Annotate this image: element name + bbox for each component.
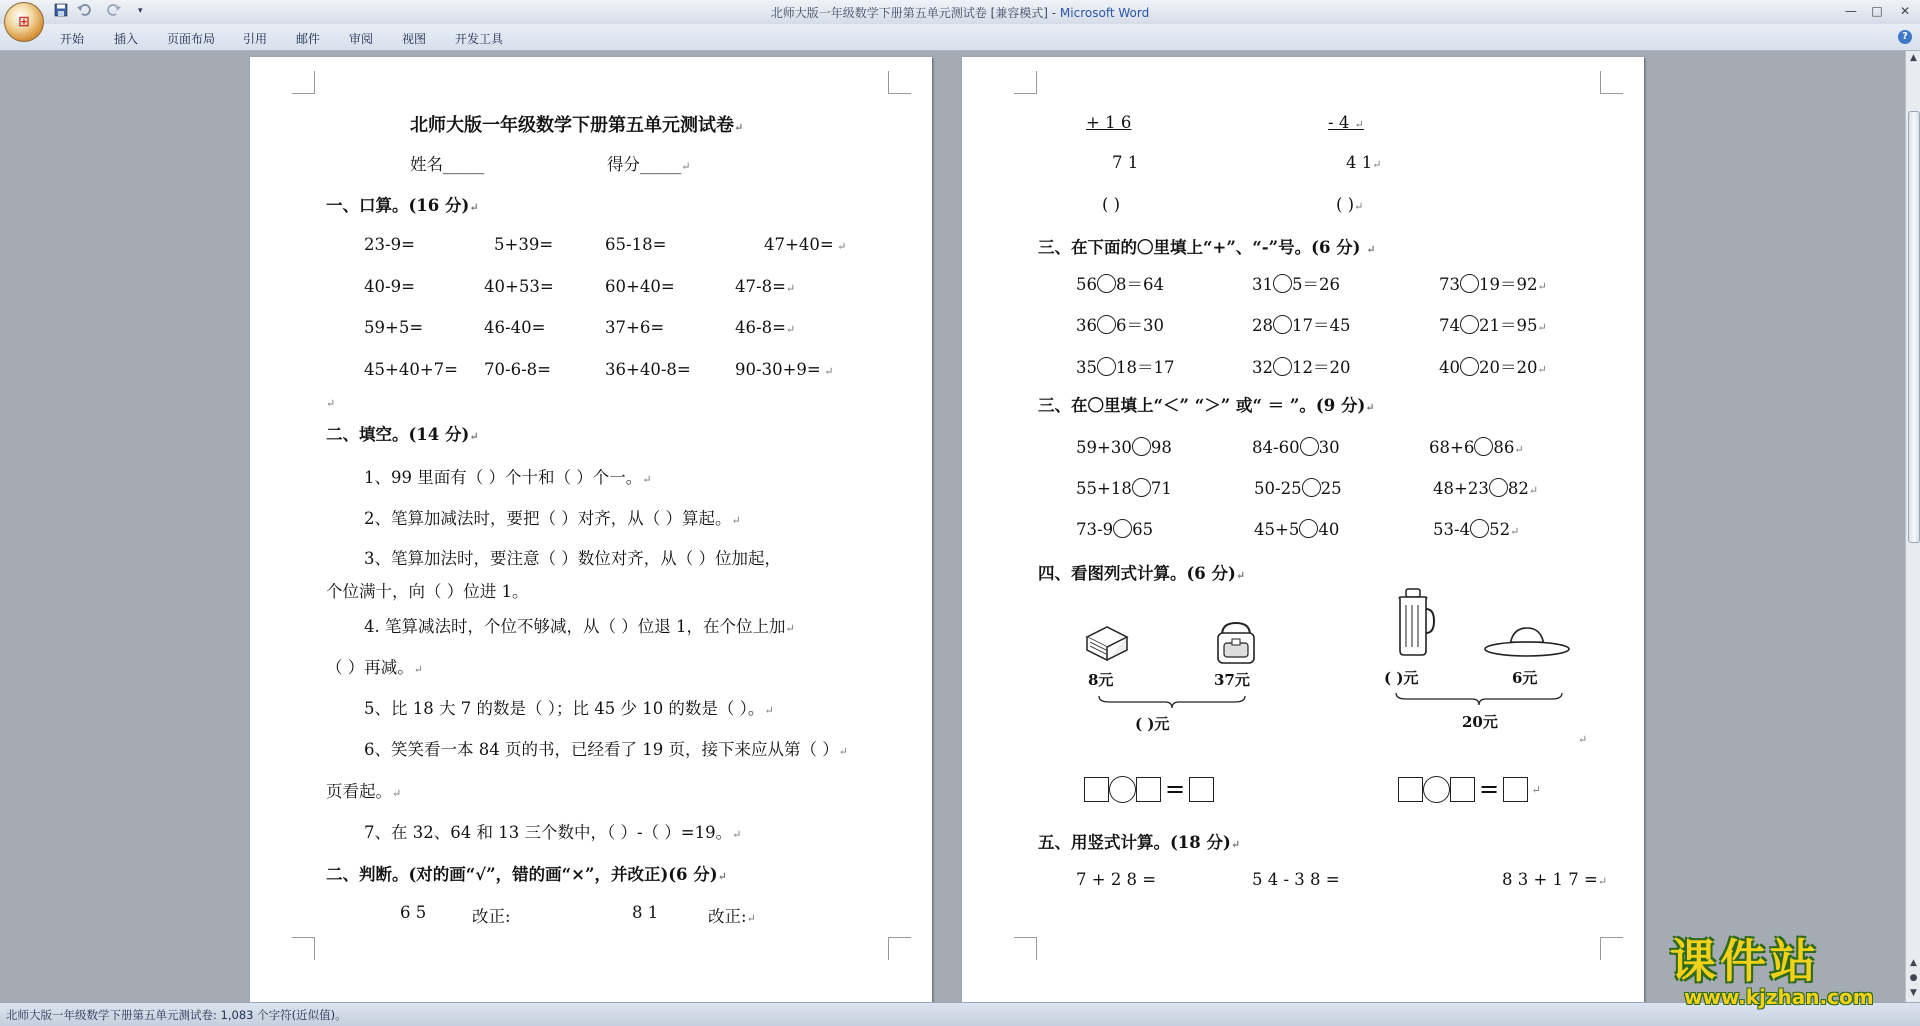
office-logo-icon: ⊞ (18, 14, 30, 30)
section-heading-oral: 一、口算。(16 分)↵ (326, 196, 479, 215)
answer-circle[interactable] (1302, 478, 1321, 497)
sign-item: 74 21＝95↵ (1439, 316, 1547, 335)
crop-mark (292, 71, 315, 94)
answer-box[interactable] (1136, 777, 1161, 802)
oral-item: 46-8=↵ (735, 318, 796, 337)
crop-mark (1014, 71, 1037, 94)
vertical-problem-result: 4 1↵ (1346, 153, 1382, 172)
fill-question-6-cont: 页看起。↵ (326, 782, 402, 801)
oral-item: 47+40= ↵ (764, 235, 847, 254)
oral-item: 37+6= (605, 318, 665, 337)
answer-circle[interactable] (1113, 519, 1132, 538)
answer-paren: ( ) (1102, 195, 1121, 214)
answer-paren: ( )↵ (1336, 195, 1364, 214)
vertical-problem-top: - 4 ↵ (1328, 113, 1364, 132)
answer-box[interactable] (1084, 777, 1109, 802)
compare-item: 45+5 40 (1254, 520, 1340, 539)
document-page-left[interactable] (250, 57, 932, 1002)
oral-item: 46-40= (484, 318, 546, 337)
minimize-button[interactable]: — (1845, 4, 1857, 18)
equation-template-1: = (1084, 775, 1214, 803)
tab-page-layout[interactable]: 页面布局 (167, 32, 216, 46)
close-button[interactable]: ✕ (1899, 4, 1911, 18)
answer-circle[interactable] (1474, 437, 1493, 456)
vertical-calc-item: 7 + 2 8 = (1076, 870, 1157, 889)
answer-circle[interactable] (1097, 315, 1116, 334)
vertical-problem-top: + 1 6 (1086, 113, 1132, 132)
fill-question-3: 3、笔算加法时，要注意（ ）数位对齐，从（ ）位加起， (364, 549, 781, 568)
answer-circle[interactable] (1132, 437, 1151, 456)
answer-box[interactable] (1503, 777, 1528, 802)
vertical-scrollbar[interactable] (1905, 51, 1920, 1002)
office-button[interactable] (4, 2, 44, 42)
crop-mark (1600, 937, 1623, 960)
answer-circle[interactable] (1273, 315, 1292, 334)
watermark-url: www.kjzhan.com (1684, 985, 1874, 1009)
document-workspace (0, 51, 1905, 1002)
oral-item: 5+39= (494, 235, 554, 254)
crop-mark (1600, 71, 1623, 94)
tab-developer[interactable]: 开发工具 (455, 32, 504, 46)
answer-circle[interactable] (1470, 519, 1489, 538)
vertical-calc-item: 8 3 + 1 7 =↵ (1502, 870, 1608, 889)
sign-item: 73 19＝92↵ (1439, 275, 1547, 294)
tab-references[interactable]: 引用 (243, 32, 268, 46)
answer-circle[interactable] (1460, 315, 1479, 334)
section-heading-judge: 二、判断。(对的画“√”，错的画“×”，并改正)(6 分)↵ (326, 865, 727, 884)
thermos-price-blank: ( )元 (1384, 669, 1419, 687)
judge-number: 6 5 (400, 903, 427, 922)
section-heading-fill: 二、填空。(14 分)↵ (326, 425, 479, 444)
scrollbar-thumb[interactable] (1908, 111, 1920, 543)
fill-question-3-cont: 个位满十，向（ ）位进 1。 (326, 582, 529, 601)
brace-icon (1394, 691, 1564, 707)
crop-mark (292, 937, 315, 960)
help-icon[interactable]: ? (1898, 30, 1912, 44)
oral-item: 70-6-8= (484, 360, 551, 379)
page-title: 北师大版一年级数学下册第五单元测试卷↵ (410, 115, 744, 136)
fill-question-6: 6、笑笑看一本 84 页的书，已经看了 19 页，接下来应从第（ ）↵ (364, 740, 848, 759)
section-heading-signs: 三、在下面的〇里填上“+”、“-”号。(6 分) ↵ (1038, 238, 1376, 257)
oral-item: 45+40+7= (364, 360, 458, 379)
app-name: Microsoft Word (1059, 6, 1150, 20)
schoolbag-icon (1212, 617, 1260, 667)
window-title (0, 4, 1920, 21)
answer-circle[interactable] (1423, 776, 1450, 803)
section-heading-picture: 四、看图列式计算。(6 分)↵ (1038, 564, 1246, 583)
answer-circle[interactable] (1300, 437, 1319, 456)
answer-circle[interactable] (1273, 357, 1292, 376)
sign-item: 32 12＝20 (1252, 358, 1351, 377)
answer-circle[interactable] (1489, 478, 1508, 497)
judge-correct-label: 改正: (472, 907, 511, 926)
compare-item: 73-9 65 (1076, 520, 1154, 539)
title-bar (0, 0, 1920, 25)
ribbon-tabs (0, 24, 1920, 51)
oral-item: 40+53= (484, 277, 554, 296)
compare-item: 50-25 25 (1254, 479, 1342, 498)
score-field: 得分_____↵ (607, 155, 691, 174)
thermos-icon (1392, 587, 1436, 659)
paragraph-mark: ↵ (1578, 733, 1588, 746)
answer-circle[interactable] (1460, 357, 1479, 376)
fill-question-7: 7、在 32、64 和 13 三个数中，（ ）-（ ）=19。↵ (364, 823, 742, 842)
tab-review[interactable]: 审阅 (349, 32, 374, 46)
answer-circle[interactable] (1299, 519, 1318, 538)
sign-item: 28 17＝45 (1252, 316, 1351, 335)
tab-mailings[interactable]: 邮件 (296, 32, 321, 46)
fill-question-5: 5、比 18 大 7 的数是（ ）；比 45 少 10 的数是（ ）。↵ (364, 699, 774, 718)
crop-mark (888, 937, 911, 960)
compare-item: 53-4 52↵ (1433, 520, 1520, 539)
book-icon (1082, 622, 1132, 667)
sign-item: 31 5＝26 (1252, 275, 1340, 294)
site-watermark (1670, 925, 1900, 1009)
sign-item: 56 8＝64 (1076, 275, 1164, 294)
answer-circle[interactable] (1109, 776, 1136, 803)
tab-view[interactable]: 视图 (402, 32, 427, 46)
crop-mark (888, 71, 911, 94)
oral-item: 23-9= (364, 235, 415, 254)
status-word-count: 北师大版一年级数学下册第五单元测试卷: 1,083 个字符(近似值)。 (6, 1008, 347, 1022)
hat-icon (1482, 624, 1572, 660)
answer-box[interactable] (1189, 777, 1214, 802)
oral-item: 59+5= (364, 318, 424, 337)
answer-circle[interactable] (1132, 478, 1151, 497)
book-price: 8元 (1088, 671, 1114, 689)
sign-item: 35 18＝17 (1076, 358, 1175, 377)
judge-correct-label: 改正:↵ (708, 907, 756, 926)
equation-template-2: = ↵ (1398, 775, 1541, 803)
scroll-up-icon[interactable]: ▲ (1910, 53, 1917, 63)
fill-question-4: 4. 笔算减法时，个位不够减，从（ ）位退 1，在个位上加↵ (364, 617, 795, 636)
oral-item: 60+40= (605, 277, 675, 296)
fill-question-1: 1、99 里面有（ ）个十和（ ）个一。↵ (364, 468, 652, 487)
answer-circle[interactable] (1273, 274, 1292, 293)
crop-mark (1014, 937, 1037, 960)
compare-item: 48+23 82↵ (1433, 479, 1539, 498)
fill-question-2: 2、笔算加减法时，要把（ ）对齐，从（ ）算起。↵ (364, 509, 741, 528)
maximize-button[interactable]: □ (1871, 4, 1883, 18)
dropdown-icon[interactable]: ▾ (138, 6, 143, 16)
oral-item: 36+40-8= (605, 360, 691, 379)
watermark-title: 课件站 (1670, 934, 1820, 988)
answer-circle[interactable] (1460, 274, 1479, 293)
brace-icon (1097, 694, 1247, 710)
total-price-blank: ( )元 (1135, 715, 1170, 733)
hat-price: 6元 (1512, 669, 1538, 687)
total-price: 20元 (1462, 713, 1498, 731)
oral-item: 47-8=↵ (735, 277, 796, 296)
oral-item: 90-30+9= ↵ (735, 360, 834, 379)
fill-question-4-cont: （ ）再减。↵ (326, 658, 423, 677)
tab-home[interactable]: 开始 (60, 32, 85, 46)
paragraph-mark: ↵ (326, 397, 336, 410)
vertical-problem-result: 7 1 (1112, 153, 1139, 172)
document-page-right[interactable] (962, 57, 1644, 1002)
bag-price: 37元 (1214, 671, 1250, 689)
answer-box[interactable] (1450, 777, 1475, 802)
section-heading-vertical: 五、用竖式计算。(18 分)↵ (1038, 833, 1241, 852)
section-heading-compare: 三、在〇里填上“＜” “＞” 或“ ＝ ”。(9 分)↵ (1038, 396, 1375, 415)
oral-item: 40-9= (364, 277, 415, 296)
browse-object-icon[interactable]: ● (1909, 973, 1918, 983)
answer-circle[interactable] (1097, 357, 1116, 376)
sign-item: 40 20＝20↵ (1439, 358, 1547, 377)
status-bar (0, 1002, 1920, 1026)
judge-number: 8 1 (632, 903, 659, 922)
answer-box[interactable] (1398, 777, 1423, 802)
answer-circle[interactable] (1097, 274, 1116, 293)
oral-item: 65-18= (605, 235, 667, 254)
previous-page-icon[interactable]: ▲ (1910, 958, 1917, 968)
compare-item: 84-60 30 (1252, 438, 1340, 457)
compare-item: 55+18 71 (1076, 479, 1172, 498)
compare-item: 68+6 86↵ (1429, 438, 1524, 457)
sign-item: 36 6＝30 (1076, 316, 1164, 335)
name-field: 姓名_____ (410, 155, 485, 174)
next-page-icon[interactable]: ▼ (1910, 988, 1917, 998)
compare-item: 59+30 98 (1076, 438, 1172, 457)
vertical-calc-item: 5 4 - 3 8 = (1252, 870, 1340, 889)
document-title: 北师大版一年级数学下册第五单元测试卷 [兼容模式] - (770, 6, 1060, 20)
tab-insert[interactable]: 插入 (114, 32, 139, 46)
